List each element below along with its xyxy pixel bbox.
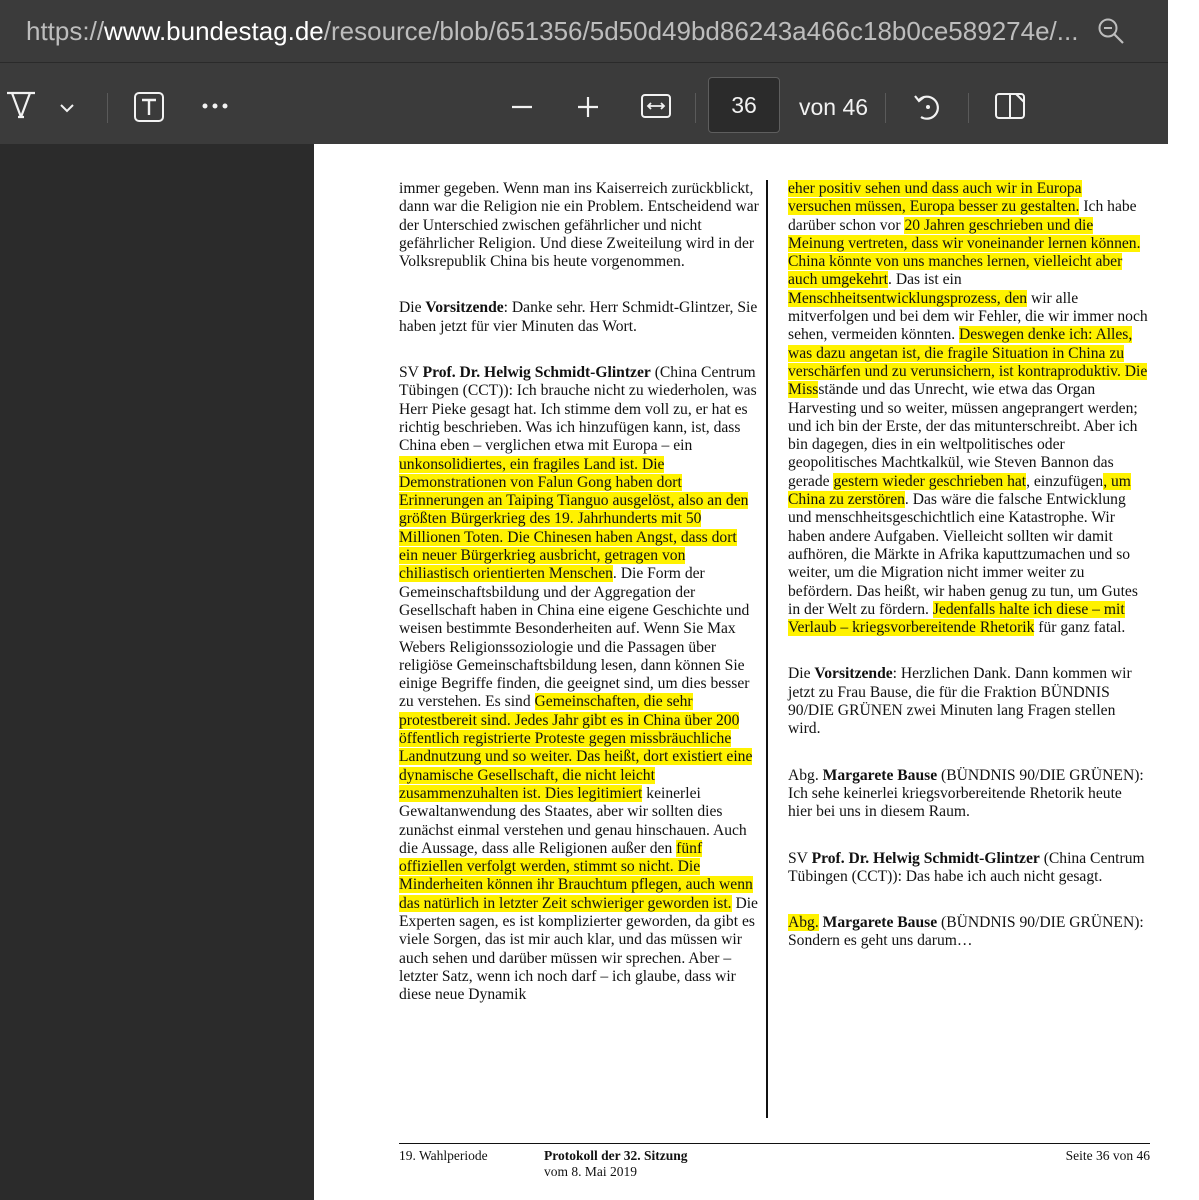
highlighted-text: Menschheitsentwicklungsprozess, den [788,289,1028,307]
url-text[interactable] [26,16,1078,47]
highlighted-text: 20 Jahren geschrieben und die Meinung vertreten, dass wir voneinander lernen können. China könnte von uns manches lernen, vielleicht aber auch umgekehrt [788,216,1141,289]
two-page-icon[interactable] [994,91,1026,121]
text-span: SV [788,849,812,867]
text-span: . Das wäre die falsche Entwicklung und menschheitsgeschichtlich eine Katastrophe. Wir haben andere Aufgaben. Vielleicht sollten wir damit aufhören, die Märkte in Afrika kaputtzumachen und so weiter, um die Migration nicht immer weiter zu befördern. Das heißt, wir haben genug zu tun, um Gutes in der Welt zu fördern. [788,491,1138,618]
speaker-name: Margarete Bause [822,766,938,784]
speaker-name: Vorsitzende [425,299,504,317]
address-bar[interactable] [0,0,1168,62]
text-span: . Die Form der Gemeinschaftsbildung und der Aggregation der Gesellschaft haben in China eine eigene Geschichte und weisen bestimmte Besonderheiten auf. Wenn Sie Max Webers Religionssoziologie und die Passagen über religiöse Gemeinschaftsbildung lesen, dann können Sie einige Begriffe finden, die geeignet sind, um dies besser zu verstehen. Es sind [399,565,750,711]
paragraph [788,665,1148,738]
paragraph [399,299,759,336]
footer-protocol [544,1148,688,1180]
text-span: stände und das Unrecht, wie etwa das Organ Harvesting und so weiter, müssen angeprangert werden; und ich bin der Erste, der das mitunterschreibt. Aber ich bin dagegen, dies in ein weltpolitisches oder geopolitisches Machtkalkül, wie Steven Bannon das gerade [788,381,1138,490]
highlighted-text: Abg. [788,914,819,932]
page-total-label: von 46 [799,94,869,120]
paragraph [788,180,1148,637]
text-span: (China Centrum Tübingen (CCT)): Ich brauche nicht zu wiederholen, was Herr Pieke gesagt hat. Ich stimme dem voll zu, er hat es richtig beschrieben. Was ich hinzufügen kann, ist, dass China eben – verglichen etwa mit Europa – ein [399,364,757,455]
pdf-toolbar [0,62,1168,144]
zoom-icon[interactable] [1096,16,1126,46]
paragraph [399,364,759,1004]
url-scheme: https:// [26,16,105,46]
text-span: Abg. [788,766,823,784]
speaker-name: Prof. Dr. Helwig Schmidt-Glintzer [422,364,651,382]
paragraph [788,914,1148,951]
text-box-icon[interactable] [133,91,165,123]
footer-page-number: Seite 36 von 46 [1065,1148,1150,1163]
highlighted-text: gestern wieder geschrieben hat [833,472,1027,490]
text-span: wir alle mitverfolgen und bei dem wir Fehler, die wir immer noch sehen, vermeiden könnten. [788,289,1148,344]
url-path: /resource/blob/651356/5d50d49bd86243a466c18b0ce589274e/... [323,16,1079,46]
fit-width-icon[interactable] [640,93,672,119]
text-span: keinerlei Gewaltanwendung des Staates, aber wir sollten dies zunächst einmal verstehen und genau hinschauen. Auch die Aussage, dass alle Religionen außer den [399,784,747,857]
text-span: (China Centrum Tübingen (CCT)): Das habe ich auch nicht gesagt. [788,849,1145,885]
highlighted-text: , um China zu zerstören [788,472,1131,509]
chevron-down-icon[interactable] [58,101,76,115]
column-divider [766,180,768,1118]
text-span: : Danke sehr. Herr Schmidt-Glintzer, Sie haben jetzt für vier Minuten das Wort. [399,299,758,335]
toolbar-separator [968,93,969,123]
highlighted-text: Jedenfalls halte ich diese – mit Verlaub – kriegsvorbereitende Rhetorik [788,600,1125,637]
highlighted-text: eher positiv sehen und dass auch wir in Europa versuchen müssen, Europa besser zu gestalten. [788,180,1082,216]
highlighted-text: Gemeinschaften, die sehr protestbereit sind. Jedes Jahr gibt es in China über 200 öffentlich registrierte Proteste gegen missbräuchliche Landnutzung und so weiter. Das heißt, dort existiert eine dynamische Gesellschaft, die nicht leicht zusammenzuhalten ist. Dies legitimiert [399,693,753,802]
text-span: Ich habe darüber schon vor [788,198,1137,234]
toolbar-separator [885,93,886,123]
text-span: SV [399,364,423,382]
paragraph [788,767,1148,822]
page-number-input[interactable]: 36 [708,77,780,133]
footer-period: 19. Wahlperiode [399,1148,488,1163]
speaker-name: Vorsitzende [814,665,893,683]
text-column-right [788,180,1148,979]
text-span: (BÜNDNIS 90/DIE GRÜNEN): Ich sehe keinerlei kriegsvorbereitende Rhetorik heute hier bei uns in diesem Raum. [788,766,1144,821]
text-span: Die [788,665,815,683]
footer-protocol-title: Protokoll der 32. Sitzung [544,1148,688,1163]
text-span: für ganz fatal. [1034,619,1126,637]
paragraph [399,180,759,271]
footer-rule [399,1143,1150,1144]
paragraph [788,850,1148,887]
more-icon[interactable] [200,99,230,113]
highlighted-text: unkonsolidiertes, ein fragiles Land ist. Die Demonstrationen von Falun Gong haben dort Erinnerungen an Taiping Tianguo ausgelöst, also an den größten Bürgerkrieg des 19. Jahrhunderts mit 50 Millionen Toten. Die Chinesen haben Angst, dass dort ein neuer Bürgerkrieg ausbricht, getragen von chiliastisch orientierten Menschen [399,455,749,583]
text-span: (BÜNDNIS 90/DIE GRÜNEN): Sondern es geht uns darum… [788,914,1144,950]
text-span: . Das ist ein [888,271,962,289]
speaker-name: Prof. Dr. Helwig Schmidt-Glintzer [811,849,1040,867]
footer-date: vom 8. Mai 2019 [544,1164,637,1179]
draw-icon[interactable] [4,89,38,123]
text-column-left [399,180,759,1032]
text-span: : Herzlichen Dank. Dann kommen wir jetzt zu Frau Bause, die für die Fraktion BÜNDNIS 90/DIE GRÜNEN zwei Minuten lang Fragen stellen wird. [788,665,1132,738]
text-span: Die Experten sagen, es ist komplizierter geworden, da gibt es viele Sorgen, das ist mir auch klar, und das müssen wir auch sehen und darüber müssen wir sprechen. Aber – letzter Satz, wenn ich noch darf – ich glaube, dass wir diese neue Dynamik [399,894,758,1004]
rotate-icon[interactable] [912,91,944,123]
highlighted-text: Deswegen denke ich: Alles, was dazu angetan ist, die fragile Situation in China zu verschärfen und zu verunsichern, ist kontraproduktiv. Die Miss [788,326,1148,399]
speaker-name: Margarete Bause [822,914,938,932]
zoom-in-icon[interactable] [576,95,600,119]
pdf-page [314,144,1168,1200]
zoom-out-icon[interactable] [510,95,534,119]
text-span: Die [399,299,426,317]
toolbar-separator [695,93,696,123]
url-host: www.bundestag.de [104,16,324,46]
toolbar-separator [107,93,108,123]
paragraph-text: immer gegeben. Wenn man ins Kaiserreich zurückblickt, dann war die Religion nie ein Problem. Entscheidend war der Unterschied zwischen gefährlicher und nicht gefährlicher Religion. Und diese Zweiteilung wird in der Volksrepublik China bis heute vorgenommen. [399,180,759,271]
window-edge [1168,0,1199,1200]
highlighted-text: fünf offiziellen verfolgt werden, stimmt so nicht. Die Minderheiten können ihr Brauchtum pflegen, auch wenn das natürlich in letzter Zeit schwieriger geworden ist. [399,839,753,912]
text-span: , einzufügen [1026,472,1104,490]
